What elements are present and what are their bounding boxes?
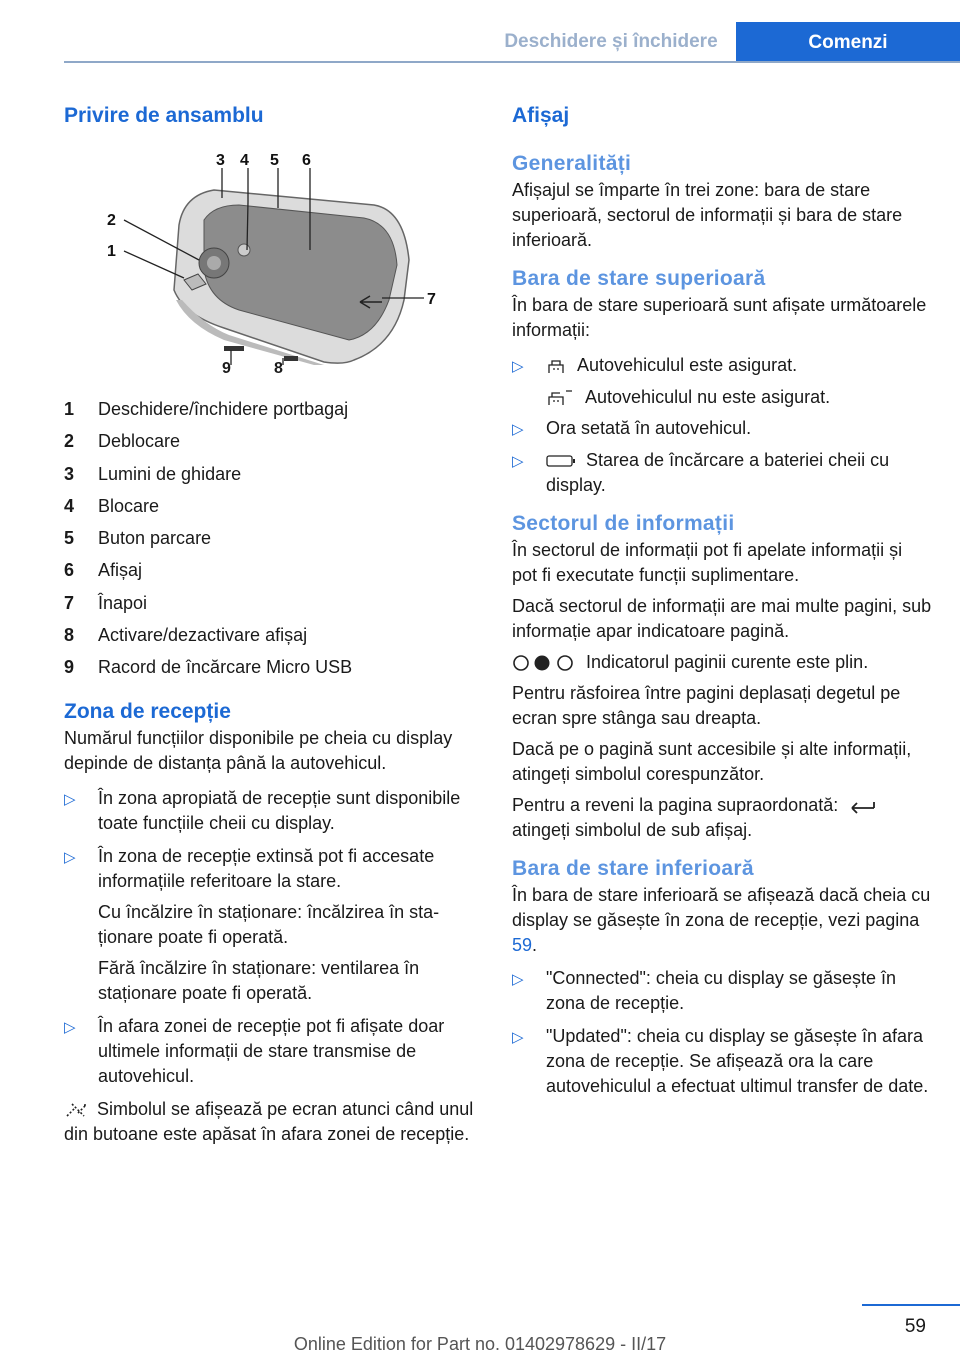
page-link[interactable]: 59 <box>512 935 533 955</box>
list-item: 4 Blocare <box>64 495 160 516</box>
callout-5: 5 <box>270 152 279 169</box>
list-item: Cu încălzire în staționare: încălzirea în staționare poate fi operată. <box>98 901 440 947</box>
page-indicator-icon <box>512 654 576 672</box>
list-item: 9 Racord de încărcare Micro USB <box>64 657 353 678</box>
bullet-triangle-icon: ▷ <box>64 790 76 808</box>
display-key-illustration <box>64 150 480 365</box>
info-text-6: Pentru a reveni la pagina supraordonată: atingeți simbolul de sub afișaj. <box>512 793 932 843</box>
callout-8: 8 <box>274 360 283 377</box>
upper-bar-bullets <box>512 353 932 498</box>
bullet-triangle-icon: ▷ <box>64 1018 76 1036</box>
list-item: 5 Buton parcare <box>64 528 212 549</box>
callout-2: 2 <box>107 212 116 229</box>
car-secured-icon <box>546 357 568 375</box>
list-item: Fără încălzire în staționare: ventilarea în staționare poate fi operată. <box>98 957 420 1003</box>
back-arrow-icon <box>848 798 878 814</box>
lower-bar-text: În bara de stare inferioară se afișează dacă cheia cu display se găsește în zona de recepție, vezi pagina 59. <box>512 885 931 955</box>
range-title: Zona de recepție <box>64 699 231 723</box>
general-title: Generalități <box>512 152 632 175</box>
battery-icon <box>546 454 576 468</box>
upper-bar-text: În bara de stare superioară sunt afișate următoarele informații: <box>512 295 927 340</box>
footer-edition: Online Edition for Part no. 01402978629 - II/17 <box>293 1334 667 1354</box>
list-item: ▷ În afara zonei de recepție pot fi afișate doar ultimele informații de stare transmise de autovehicul. <box>64 1014 480 1089</box>
list-item: ▷ Starea de încărcare a bateriei cheii cu display. <box>512 448 932 498</box>
list-item: 6 Afișaj <box>64 560 143 581</box>
bullet-triangle-icon: ▷ <box>512 453 524 470</box>
lower-bar-title: Bara de stare inferioară <box>512 857 754 880</box>
page-number-rule <box>862 1304 960 1306</box>
display-title: Afișaj <box>512 104 570 127</box>
right-column <box>512 100 932 1099</box>
bullet-triangle-icon: ▷ <box>512 421 524 438</box>
info-text-4: Pentru răsfoirea între pagini deplasați degetul pe ecran spre stânga sau dreapta. <box>512 683 901 728</box>
bullet-triangle-icon: ▷ <box>512 1029 524 1046</box>
component-list <box>64 397 480 688</box>
out-of-range-icon <box>64 1101 92 1119</box>
general-text: Afișajul se împarte în trei zone: bara de stare superioară, sectorul de informații și bara de stare inferioară. <box>512 180 903 250</box>
list-item: ▷ "Connected": cheia cu display se găsește în zona de recepție. <box>512 966 932 1016</box>
info-text-2: Dacă sectorul de informații are mai multe pagini, sub informație apar indicatoare pagină. <box>512 596 932 641</box>
display-switch <box>284 356 298 361</box>
callout-9: 9 <box>222 360 231 377</box>
list-item: 2 Deblocare <box>64 431 181 452</box>
callout-3: 3 <box>216 152 225 169</box>
lower-bar-bullets <box>512 966 932 1099</box>
list-item: ▷ În zona apropiată de recepție sunt disponibile toate funcțiile cheii cu display. <box>64 786 480 836</box>
list-item: 1 Deschidere/închidere portbagaj <box>64 399 349 419</box>
info-text-3: Indicatorul paginii curente este plin. <box>512 650 932 675</box>
symbol-note: Simbolul se afișează pe ecran atunci când unul din butoane este apăsat în afara zonei de recepție. <box>64 1098 474 1144</box>
range-intro: Numărul funcțiilor disponibile pe cheia cu display depinde de distanța până la autovehicul. <box>64 727 453 773</box>
bullet-triangle-icon: ▷ <box>64 848 76 866</box>
list-item: ▷ Autovehiculul este asigurat. <box>512 353 932 379</box>
list-item: Autovehiculul nu este asigurat. <box>512 385 932 410</box>
list-item: ▷ Ora setată în autovehicul. <box>512 416 932 442</box>
list-item: 3 Lumini de ghidare <box>64 463 242 484</box>
list-item: 8 Activare/dezactivare afișaj <box>64 625 308 646</box>
usb-port <box>224 346 244 351</box>
car-unsecured-icon <box>546 389 576 407</box>
callout-4: 4 <box>240 152 249 169</box>
bullet-triangle-icon: ▷ <box>512 971 524 988</box>
list-item: 7 Înapoi <box>64 592 148 613</box>
info-sector-title: Sectorul de informații <box>512 512 735 535</box>
callout-1: 1 <box>107 243 116 260</box>
callout-7: 7 <box>427 291 436 308</box>
overview-title: Privire de ansamblu <box>64 104 264 127</box>
bullet-triangle-icon: ▷ <box>512 358 524 375</box>
page-number: 59 <box>904 1316 926 1337</box>
header-chapter: Comenzi <box>736 22 960 63</box>
header-rule <box>64 61 960 63</box>
info-text-5: Dacă pe o pagină sunt accesibile și alte informații, atingeți simbolul corespunzător. <box>512 739 912 784</box>
lock-button-icon <box>238 244 250 256</box>
info-text-1: În sectorul de informații pot fi apelate informații și pot fi executate funcții suplimentare. <box>512 540 903 585</box>
header-section: Deschidere și închidere <box>504 31 718 52</box>
list-item: ▷ În zona de recepție extinsă pot fi accesate informațiile referitoare la stare. <box>64 844 480 894</box>
upper-bar-title: Bara de stare superioară <box>512 267 766 290</box>
range-bullets <box>64 786 480 1089</box>
list-item: ▷ "Updated": cheia cu display se găsește în afara zona de recepție. Se afișează ora la care autovehiculul a efectuat ultimul transfer de date. <box>512 1024 932 1099</box>
left-column <box>64 100 480 1147</box>
callout-6: 6 <box>302 152 311 169</box>
